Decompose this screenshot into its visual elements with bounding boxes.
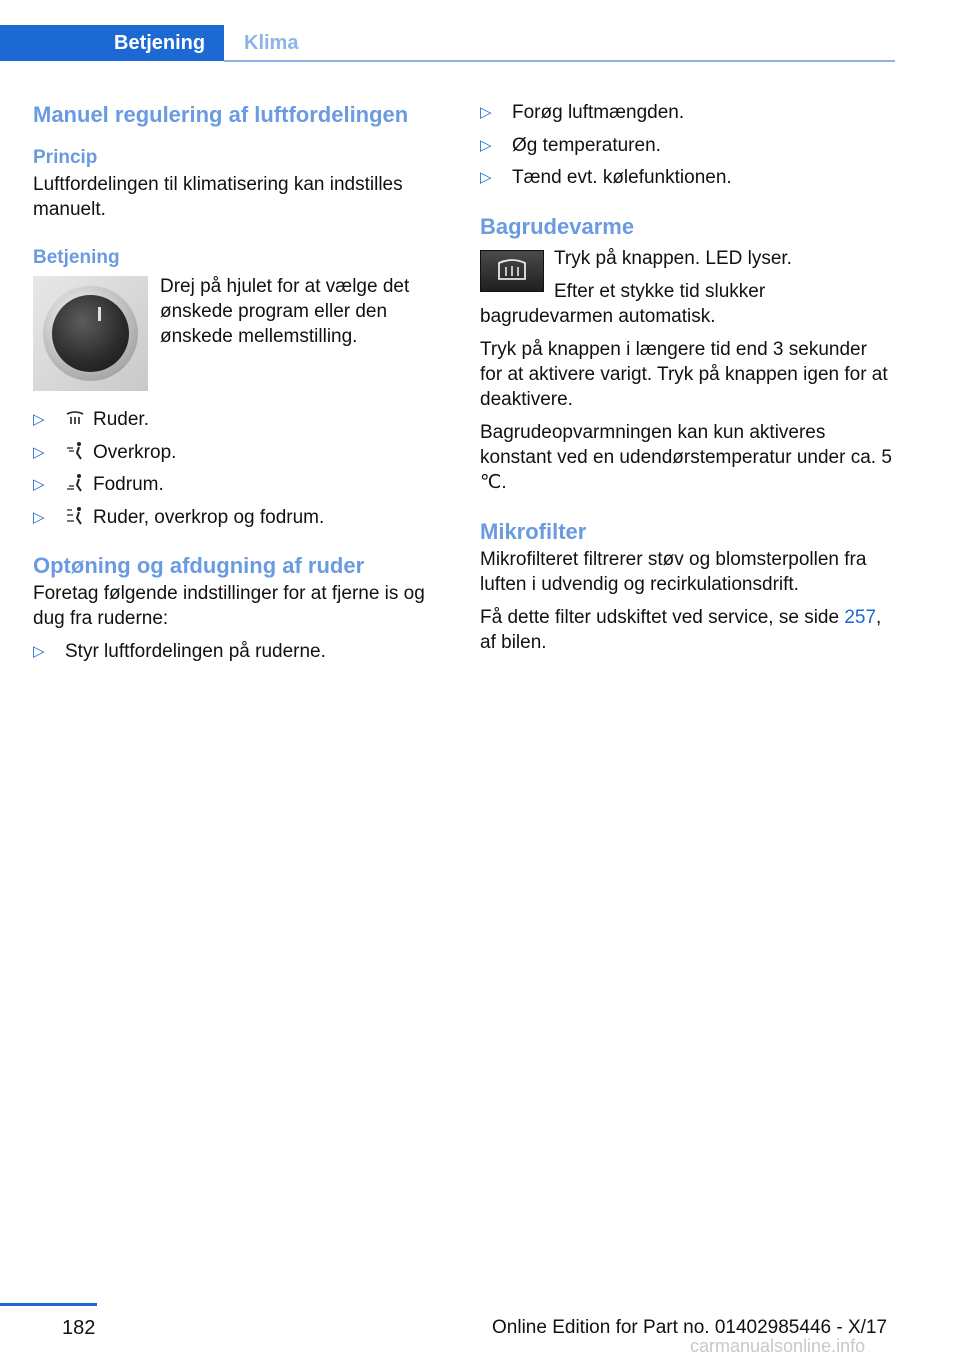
rear-heat-p1: Tryk på knappen. LED lyser. — [554, 247, 792, 269]
bullet-triangle-icon: ▷ — [480, 169, 492, 186]
rear-heat-block — [480, 246, 894, 329]
chapter-tabs — [0, 25, 895, 63]
rear-heat-p2: Efter et stykke tid slukker bagrudevarmen automatisk. — [480, 280, 766, 327]
air-distribution-list — [33, 407, 448, 530]
defrost-text: Foretag følgende indstillinger for at fjerne is og dug fra ruderne: — [33, 583, 425, 629]
list-item: ▷ Forøg luftmængden. — [480, 102, 685, 123]
upper-body-airflow-icon — [65, 441, 85, 461]
section-title-defrost: Optøning og afdugning af ruder — [33, 553, 365, 578]
heading-operation: Betjening — [33, 247, 120, 268]
bullet-triangle-icon: ▷ — [480, 136, 492, 154]
windows-body-footwell-airflow-icon — [65, 506, 85, 526]
section-title-microfilter: Mikrofilter — [480, 518, 587, 544]
page-number: 182 — [62, 1317, 96, 1339]
tab-divider — [224, 60, 895, 62]
defrost-list-continued — [480, 100, 894, 190]
defrost-list — [33, 639, 448, 664]
rear-window-defrost-button-icon — [480, 250, 544, 292]
section-title-air-distribution: Manuel regulering af luftfordelingen — [33, 102, 409, 127]
principle-text: Luftfordelingen til klimatisering kan indstilles manuelt. — [33, 174, 403, 220]
watermark: carmanualsonline.info — [690, 1336, 866, 1356]
right-column — [480, 100, 894, 655]
bullet-triangle-icon: ▷ — [33, 411, 45, 428]
bullet-triangle-icon: ▷ — [33, 476, 45, 493]
page-reference-link[interactable]: 257 — [844, 606, 877, 628]
bullet-triangle-icon: ▷ — [33, 443, 45, 461]
windshield-defrost-icon — [65, 408, 85, 428]
list-item: ▷ Styr luftfordelingen på ruderne. — [33, 641, 326, 662]
air-distribution-knob-icon — [33, 276, 148, 391]
list-item: ▷ Tænd evt. kølefunktionen. — [480, 167, 732, 188]
operation-text: Drej på hjulet for at vælge det ønskede program eller den ønskede mellemstilling. — [160, 276, 410, 347]
rear-heat-p3: Tryk på knappen i længere tid end 3 sekunder for at aktivere varigt. Tryk på knappen igen for at deaktivere. — [480, 338, 888, 410]
bullet-triangle-icon: ▷ — [33, 508, 45, 526]
edition-line: Online Edition for Part no. 01402985446 - X/17 — [492, 1317, 888, 1338]
section-title-rear-window-heating: Bagrudevarme — [480, 213, 635, 239]
microfilter-p2: Få dette filter udskiftet ved service, se side 257, af bilen. — [480, 606, 882, 653]
operation-block — [33, 272, 448, 399]
heading-principle: Princip — [33, 147, 98, 168]
list-item: ▷ Øg temperaturen. — [480, 134, 661, 156]
tab-betjening[interactable]: Betjening — [0, 25, 224, 61]
bullet-triangle-icon: ▷ — [33, 643, 45, 660]
microfilter-p1: Mikrofilteret filtrerer støv og blomsterpollen fra luften i udvendig og recirkulationsdrift. — [480, 548, 867, 595]
list-item: ▷ Ruder. — [33, 409, 149, 430]
rear-heat-p4: Bagrudeopvarmningen kan kun aktiveres konstant ved en udendørstemperatur under ca. 5 ℃. — [480, 421, 892, 493]
list-item: ▷ Overkrop. — [33, 441, 177, 463]
tab-klima[interactable]: Klima — [244, 32, 299, 54]
footwell-airflow-icon — [65, 473, 85, 493]
bullet-triangle-icon: ▷ — [480, 104, 492, 121]
footer-rule — [0, 1303, 97, 1306]
list-item: ▷ Fodrum. — [33, 474, 164, 495]
left-column — [33, 100, 448, 672]
list-item: ▷ Ruder, overkrop og fodrum. — [33, 506, 325, 528]
